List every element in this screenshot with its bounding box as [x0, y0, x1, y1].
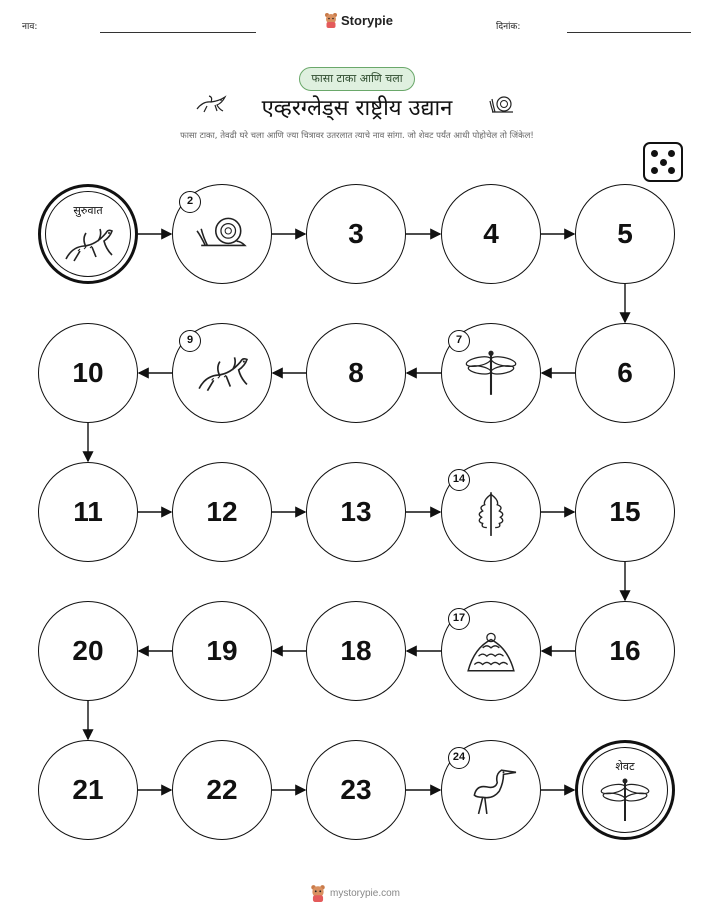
date-label: दिनांक: — [496, 22, 521, 32]
board-cell-20[interactable] — [38, 601, 138, 701]
board-cell-23[interactable] — [306, 740, 406, 840]
cell-number-badge: 14 — [448, 469, 470, 491]
leaf-icon — [463, 486, 519, 538]
start-cell[interactable] — [38, 184, 138, 284]
cell-number: 20 — [72, 635, 104, 666]
board-cell-6[interactable] — [575, 323, 675, 423]
cell-number: 23 — [340, 774, 372, 805]
board-cell-21[interactable] — [38, 740, 138, 840]
shell-pile-icon — [463, 625, 519, 677]
board-cell-22[interactable] — [172, 740, 272, 840]
end-cell[interactable] — [575, 740, 675, 840]
cell-number: 18 — [340, 635, 372, 666]
heron-icon — [463, 764, 519, 816]
cell-number: 15 — [609, 496, 641, 527]
cell-number: 10 — [72, 357, 104, 388]
board-cell-11[interactable] — [38, 462, 138, 562]
cell-number-badge: 9 — [179, 330, 201, 352]
board-cell-18[interactable] — [306, 601, 406, 701]
footer — [310, 884, 400, 902]
cell-number-badge: 2 — [179, 191, 201, 213]
brand-name: Storypie — [341, 12, 394, 28]
dragonfly-icon — [599, 775, 651, 825]
start-label: सुरुवात — [73, 204, 103, 217]
board-cell-19[interactable] — [172, 601, 272, 701]
cell-number-badge: 24 — [448, 747, 470, 769]
cell-number: 8 — [348, 357, 364, 388]
snail-icon — [194, 208, 250, 260]
cell-number-badge: 7 — [448, 330, 470, 352]
cell-number: 5 — [617, 218, 633, 249]
cell-number: 19 — [206, 635, 238, 666]
footer-url: mystorypie.com — [330, 887, 401, 899]
game-type-badge: फासा टाका आणि चला — [299, 67, 415, 91]
page-title: एव्हरग्लेड्स राष्ट्रीय उद्यान — [261, 96, 453, 121]
cell-number: 3 — [348, 218, 364, 249]
board-cell-8[interactable] — [306, 323, 406, 423]
cell-number-badge: 17 — [448, 608, 470, 630]
cell-number: 16 — [609, 635, 641, 666]
cell-number: 21 — [72, 774, 104, 805]
cell-number: 11 — [73, 496, 103, 527]
board-cell-5[interactable] — [575, 184, 675, 284]
bear-mascot-icon — [310, 884, 326, 902]
cell-number: 12 — [206, 496, 238, 527]
board-cell-12[interactable] — [172, 462, 272, 562]
dragonfly-icon — [463, 347, 519, 399]
board-cell-10[interactable] — [38, 323, 138, 423]
lizard-icon — [194, 347, 250, 399]
lizard-icon — [62, 219, 114, 269]
cell-number: 13 — [340, 496, 372, 527]
board-cell-4[interactable] — [441, 184, 541, 284]
cell-number: 4 — [483, 218, 499, 249]
board-cell-16[interactable] — [575, 601, 675, 701]
board-cell-15[interactable] — [575, 462, 675, 562]
end-label: शेवट — [615, 760, 635, 773]
instructions: फासा टाका, तेवढी घरे चला आणि ज्या चित्रावर उतरलात त्याचे नाव सांगा. जो शेवट पर्यंत आधी पोहोचेल तो जिंकेल! — [180, 131, 534, 141]
board-cell-13[interactable] — [306, 462, 406, 562]
cell-number: 22 — [206, 774, 238, 805]
board-cell-3[interactable] — [306, 184, 406, 284]
cell-number: 6 — [617, 357, 633, 388]
name-label: नाव: — [22, 22, 38, 32]
